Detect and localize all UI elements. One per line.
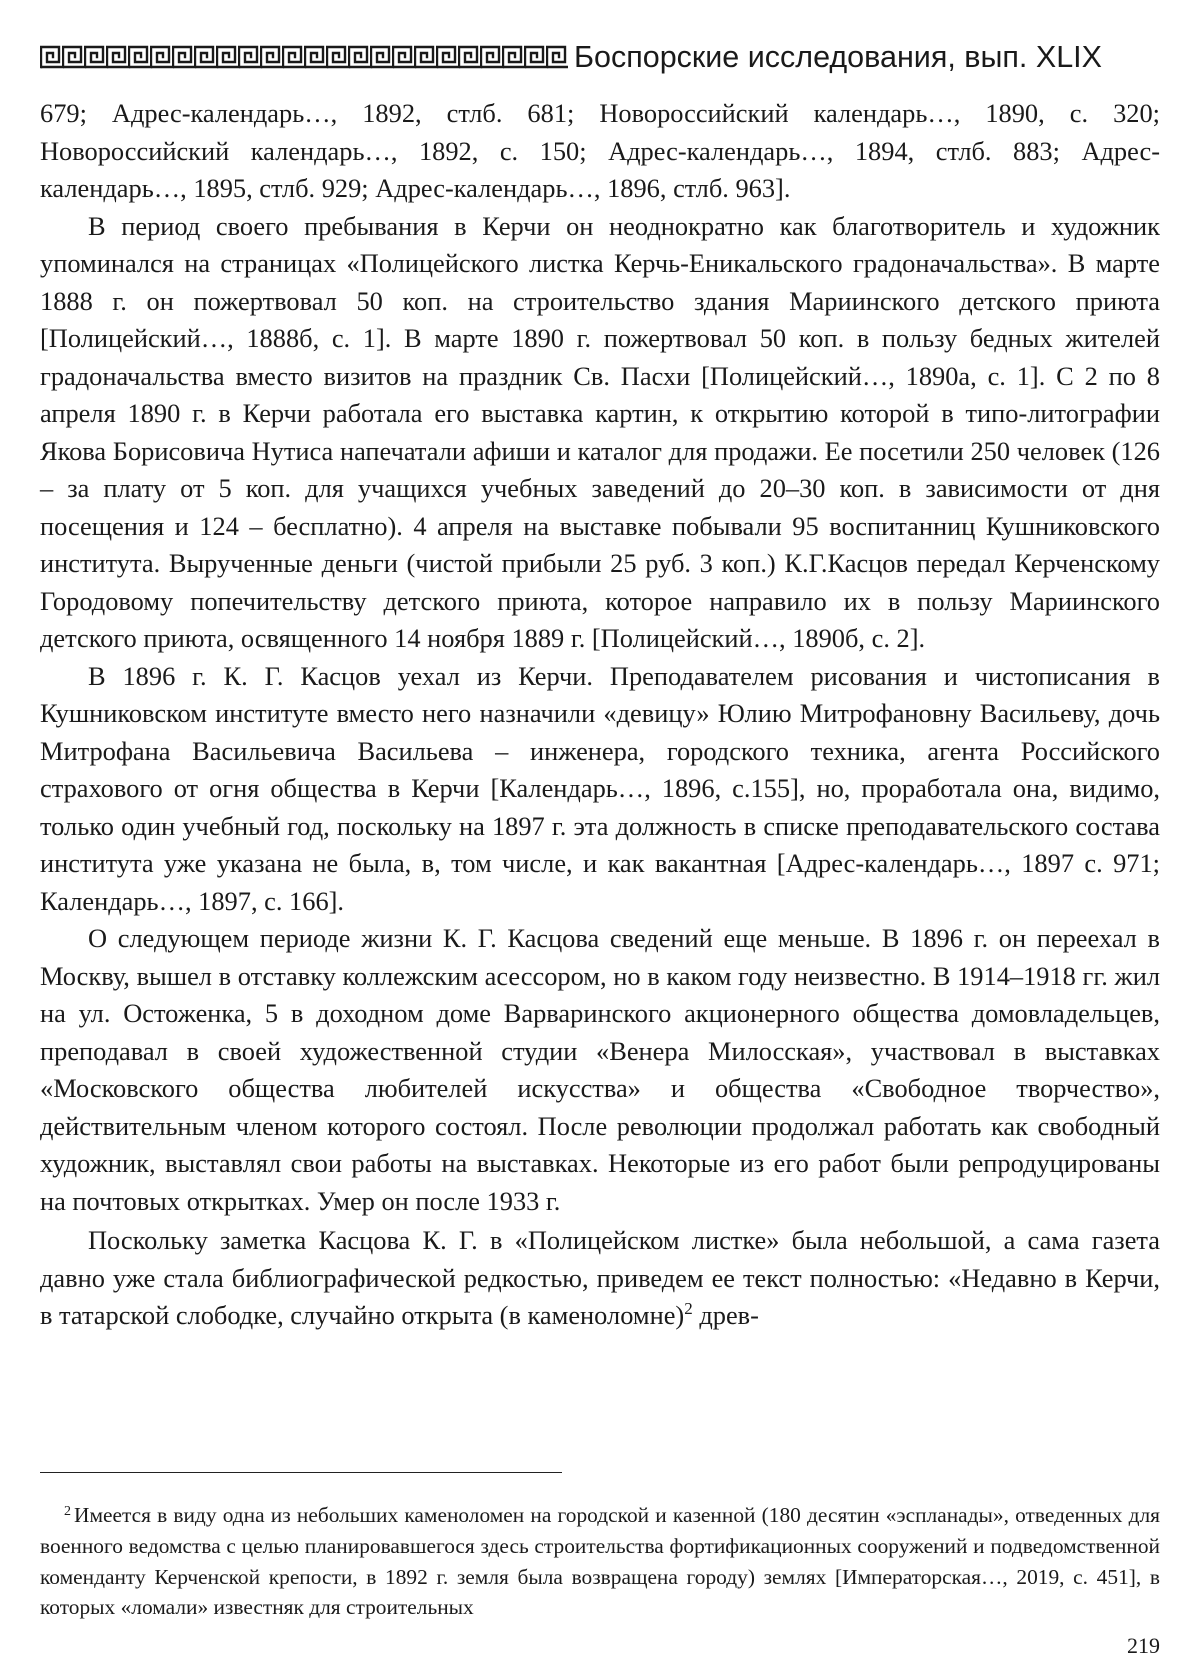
document-page <box>40 0 1160 1674</box>
paragraph-5 <box>40 1222 1160 1335</box>
main-text <box>40 95 1160 1335</box>
footnote-marker: 2 <box>64 1504 71 1519</box>
greek-key-ornament <box>40 45 568 69</box>
footnote-2 <box>40 1500 1160 1623</box>
paragraph-4: О следующем периоде жизни К. Г. Касцова сведений еще меньше. В 1896 г. он переехал в Москву, вышел в отставку коллежским асессором, но в каком году неизвестно. В 1914–1918 гг. жил на ул. Остоженка, 5 в доходном доме Варваринского акционерного общества домовладельцев, преподавал в своей художественной студии «Венера Милосская», участвовал в выставках «Московского общества любителей искусства» и общества «Свободное творчество», действительным членом которого состоял. После революции продолжал работать как свободный художник, выставлял свои работы на выставках. Некоторые из его работ были репродуцированы на почтовых открытках. Умер он после 1933 г. <box>40 923 1160 1216</box>
page-number: 219 <box>1127 1633 1160 1658</box>
running-header <box>40 37 1160 77</box>
paragraph-1: 679; Адрес-календарь…, 1892, стлб. 681; Новороссийский календарь…, 1890, с. 320; Новороссийский календарь…, 1892, с. 150; Адрес-календарь…, 1894, стлб. 883; Адрес-календарь…, 1895, стлб. 929; Адрес-календарь…, 1896, стлб. 963]. <box>40 98 1160 203</box>
footnote-reference: 2 <box>684 1299 693 1318</box>
footnote-text: Имеется в виду одна из небольших каменоломен на городской и казенной (180 десятин «эспланады», отведенных для военного ведомства с целью планировавшегося здесь строительства фортификационных сооружений и подведомственной коменданту Керченской крепости, в 1892 г. земля была возвращена городу) землях [Императорская…, 2019, с. 451], в которых «ломали» известняк для строительных <box>40 1503 1160 1620</box>
paragraph-3: В 1896 г. К. Г. Касцов уехал из Керчи. Преподавателем рисования и чистописания в Кушниковском институте вместо него назначили «девицу» Юлию Митрофановну Васильеву, дочь Митрофана Васильевича Васильева – инженера, городского техника, агента Российского страхового от огня общества в Керчи [Календарь…, 1896, с.155], но, проработала она, видимо, только один учебный год, поскольку на 1897 г. эта должность в списке преподавательского состава института уже указана не была, в, том числе, и как вакантная [Адрес-календарь…, 1897 с. 971; Календарь…, 1897, с. 166]. <box>40 660 1160 916</box>
paragraph-5-text: Поскольку заметка Касцова К. Г. в «Полицейском листке» была небольшой, а сама газета давно уже стала библиографической редкостью, приведем ее текст полностью: «Недавно в Керчи, в татарской слободке, случайно открыта (в каменоломне) <box>40 1225 1160 1330</box>
footnote <box>40 1500 1160 1623</box>
running-title: Боспорские исследования, вып. XLIX <box>574 39 1103 74</box>
footnote-separator <box>40 1472 562 1473</box>
paragraph-5-tail: древ- <box>692 1300 759 1330</box>
paragraph-2: В период своего пребывания в Керчи он неоднократно как благотворитель и художник упоминался на страницах «Полицейского листка Керчь-Еникальского градоначальства». В марте 1888 г. он пожертвовал 50 коп. на строительство здания Мариинского детского приюта [Полицейский…, 1888б, с. 1]. В марте 1890 г. пожертвовал 50 коп. в пользу бедных жителей градоначальства вместо визитов на праздник Св. Пасхи [Полицейский…, 1890а, с. 1]. С 2 по 8 апреля 1890 г. в Керчи работала его выставка картин, к открытию которой в типо-литографии Якова Борисовича Нутиса напечатали афиши и каталог для продажи. Ее посетили 250 человек (126 – за плату от 5 коп. для учащихся учебных заведений до 20–30 коп. в зависимости от дня посещения и 124 – бесплатно). 4 апреля на выставке побывали 95 воспитанниц Кушниковского института. Вырученные деньги (чистой прибыли 25 руб. 3 коп.) К.Г.Касцов передал Керченскому Городовому попечительству детского приюта, которое направило их в пользу Мариинского детского приюта, освященного 14 ноября 1889 г. [Полицейский…, 1890б, с. 2]. <box>40 210 1160 653</box>
